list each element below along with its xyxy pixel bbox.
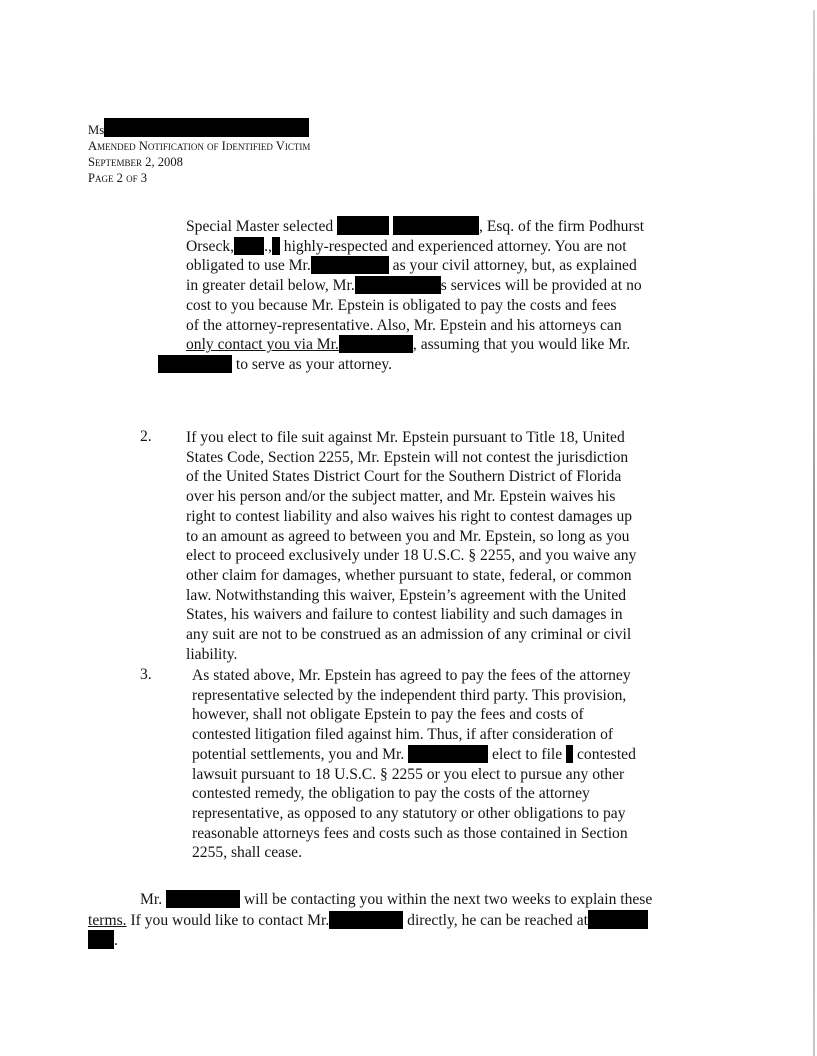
- redaction: [311, 256, 389, 274]
- redaction: [566, 745, 573, 763]
- redaction: [166, 890, 240, 908]
- redaction: [355, 276, 441, 294]
- redaction: [339, 335, 413, 353]
- redaction: [393, 216, 479, 235]
- redaction: [88, 930, 114, 949]
- redaction: [104, 118, 309, 137]
- document-date: September 2, 2008: [88, 155, 183, 169]
- paragraph-3: As stated above, Mr. Epstein has agreed to pay the fees of the attorney representative selected by the independent third party. This provision, however, shall not obligate Epstein to pay the fees and costs of contested litigation filed against him. Thus, if after consideration of potential settlements, you and Mr. elect to file contested lawsuit pursuant to 18 U.S.C. § 2255 or you elect to pursue any other contested remedy, the obligation to pay the costs of the attorney representative, as opposed to any statutory or other obligations to pay reasonable attorneys fees and costs such as those contained in Section 2255, shall cease.: [192, 667, 636, 862]
- letter-header: [88, 118, 310, 186]
- recipient-prefix: Ms: [88, 123, 105, 137]
- document-title: Amended Notification of Identified Victim: [88, 139, 311, 153]
- page-edge: [813, 10, 815, 1056]
- redaction: [272, 237, 280, 255]
- redaction: [337, 216, 389, 235]
- redaction: [588, 910, 648, 929]
- closing-paragraph: Mr. will be contacting you within the next two weeks to explain these terms. If you would like to contact Mr. directly, he can be reached at .: [88, 891, 653, 950]
- redaction: [158, 355, 232, 373]
- redaction: [329, 911, 403, 929]
- item-number-3: 3.: [140, 666, 152, 683]
- recipient-line: [88, 118, 310, 138]
- paragraph-2: If you elect to file suit against Mr. Epstein pursuant to Title 18, United States Code, Section 2255, Mr. Epstein will not contest the jurisdiction of the United States District Court for the Southern District of Florida over his person and/or the subject matter, and Mr. Epstein waives his right to contest liability and also waives his right to contest damages up to an amount as agreed to between you and Mr. Epstein, so long as you elect to proceed exclusively under 18 U.S.C. § 2255, and you waive any other claim for damages, whether pursuant to state, federal, or common law. Notwithstanding this waiver, Epstein’s agreement with the United States, his waivers and failure to contest liability and such damages in any suit are not to be construed as an admission of any criminal or civil liability.: [186, 429, 637, 663]
- redaction: [234, 237, 264, 255]
- redaction: [408, 745, 488, 763]
- page-number: Page 2 of 3: [88, 171, 148, 185]
- paragraph-1-continued: Special Master selected , Esq. of the firm Podhurst Orseck, ., highly-respected and experienced attorney. You are not obligated to use Mr. as your civil attorney, but, as explained in greater detail below, Mr. s services will be provided at no cost to you because Mr. Epstein is obligated to pay the costs and fees of the attorney-representative. Also, Mr. Epstein and his attorneys can only contact you via Mr. , assuming that you would like Mr. to serve as your attorney.: [186, 216, 674, 375]
- item-number-2: 2.: [140, 428, 152, 445]
